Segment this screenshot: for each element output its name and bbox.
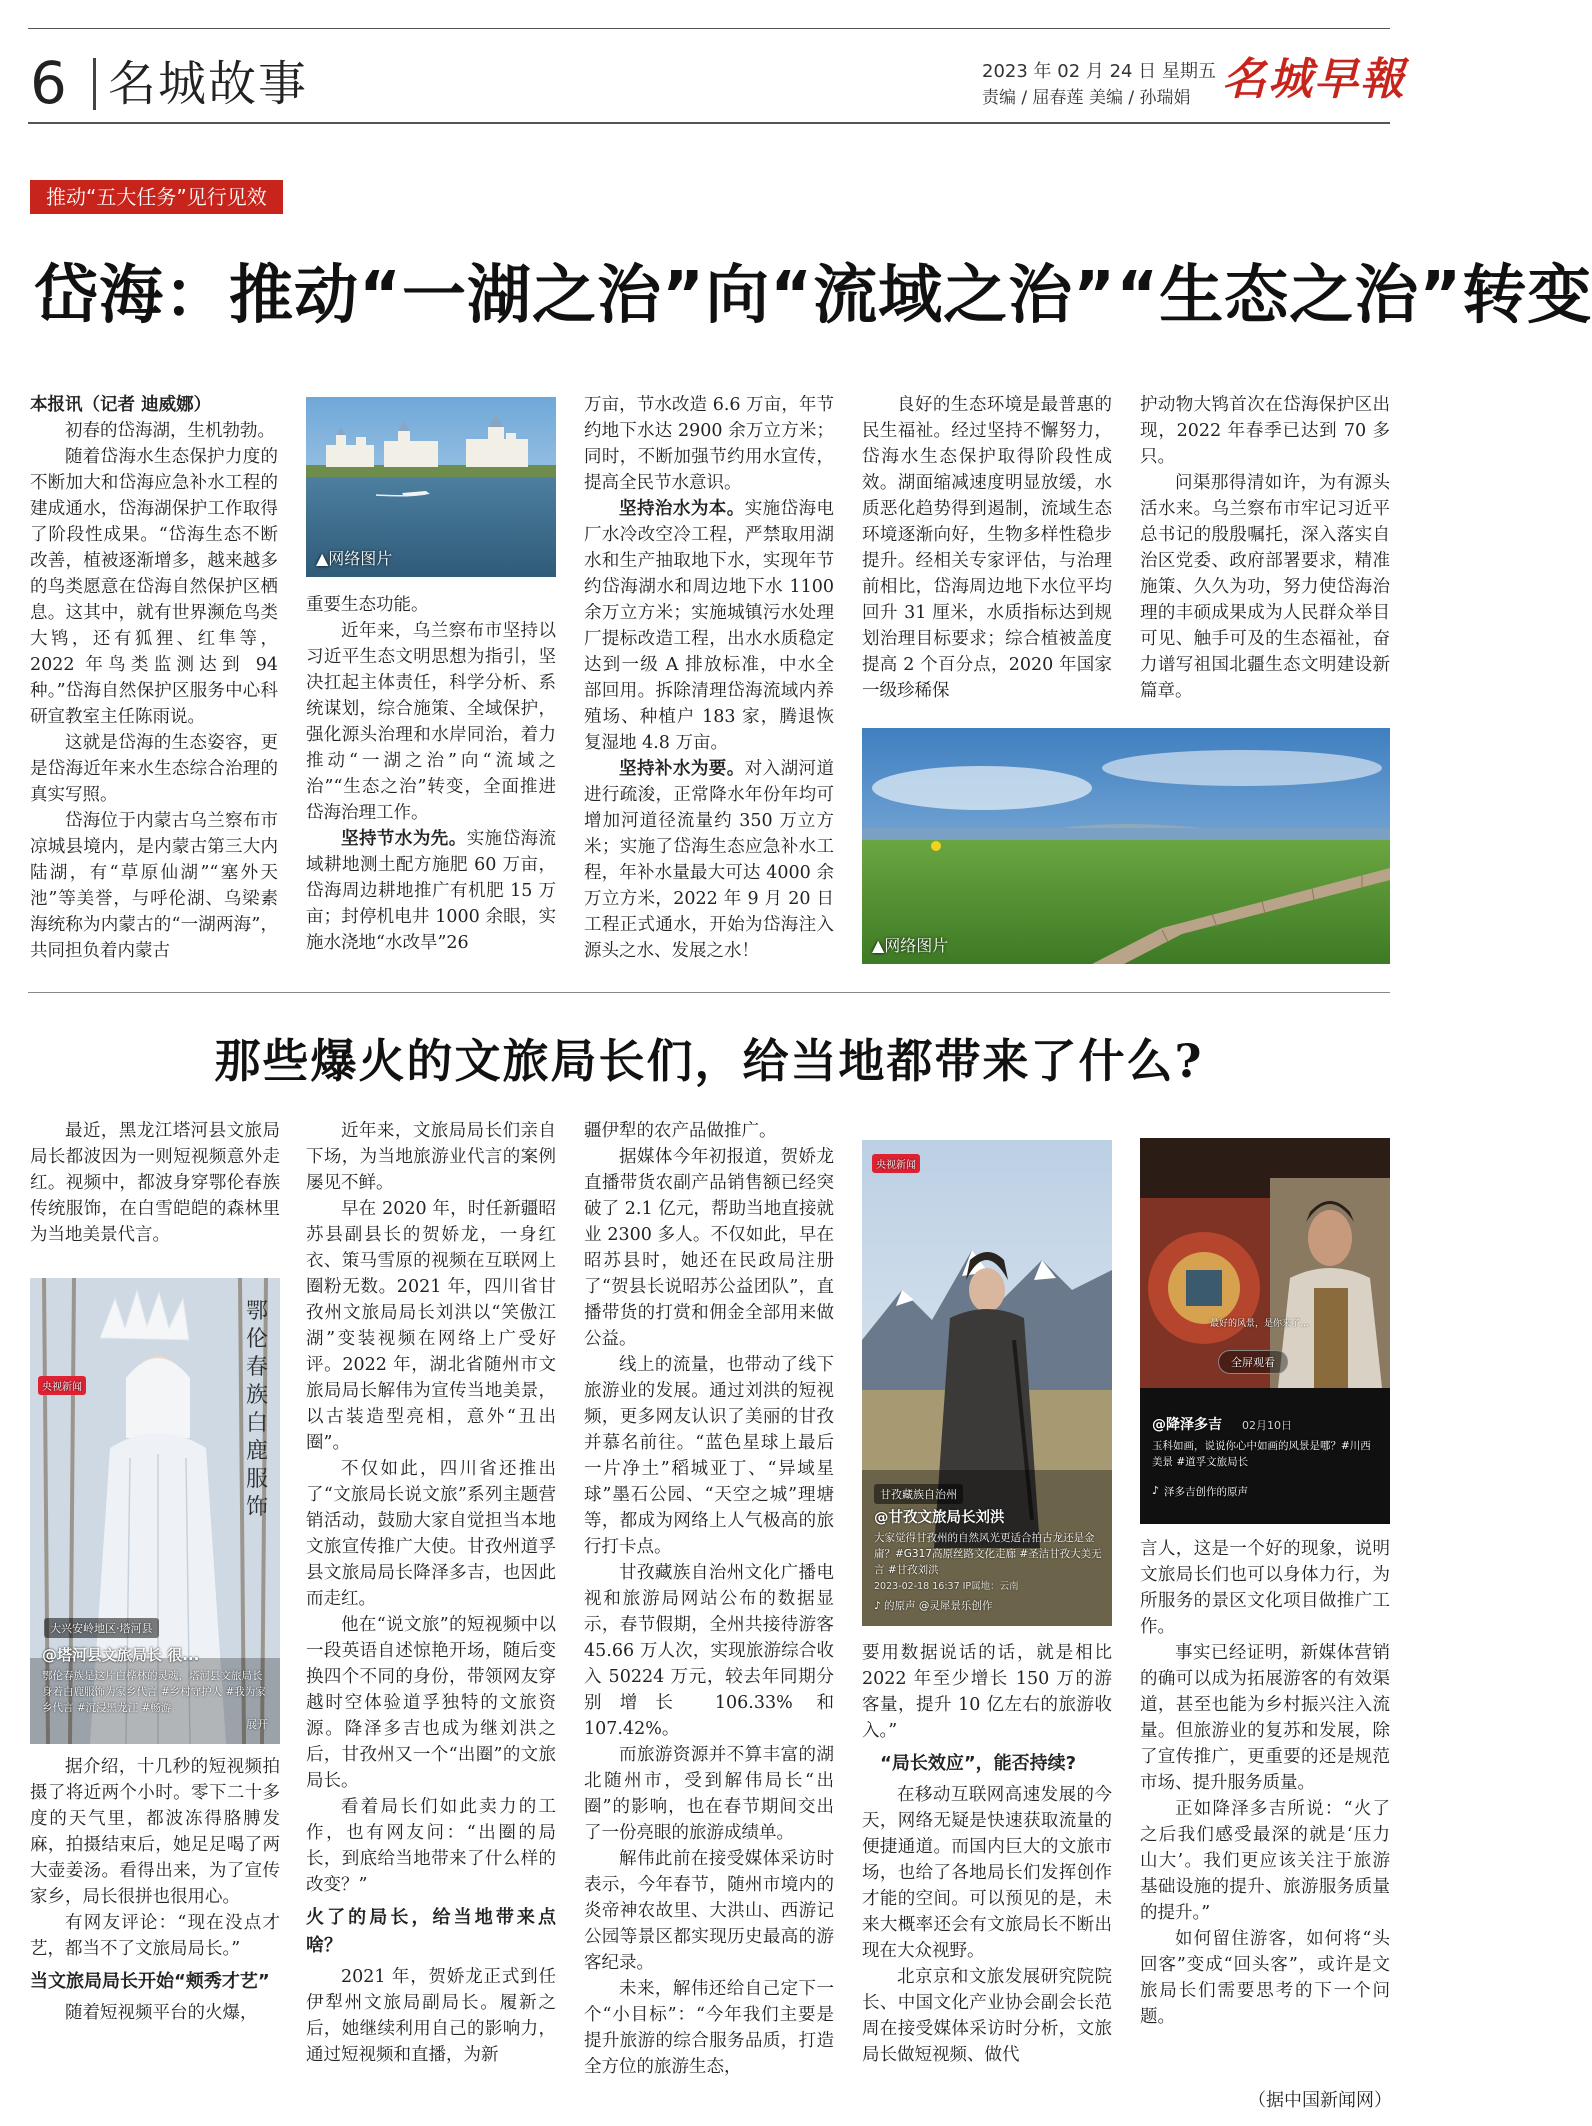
- article1-column-2: [306, 592, 556, 970]
- paragraph-text: 实施岱海电厂水冷改空冷工程，严禁取用湖水和生产抽取地下水，实现年节约岱海湖水和周边地下水 1100 余万立方米；实施城镇污水处理厂提标改造工程，出水水质稳定达到一级 A 排放标准，中水全部回用。拆除清理岱海流域内养殖场、种植户 183 家，腾退恢复湿地 4.8 万亩。: [584, 499, 835, 753]
- paragraph: 近年来，文旅局局长们亲自下场，为当地旅游业代言的案例屡见不鲜。: [306, 1121, 556, 1193]
- account-name: @塔河县文旅局长 很...: [42, 1646, 200, 1664]
- photo-caption: ▲网络图片: [872, 936, 949, 955]
- paragraph: 北京京和文旅发展研究院院长、中国文化产业协会副会长范周在接受媒体采访时分析，文旅局长做短视频、做代: [862, 1967, 1112, 2065]
- music-credit: 泽多吉创作的原声: [1164, 1486, 1248, 1498]
- article1-headline: 岱海：推动“一湖之治”向“流域之治”“生态之治”转变: [34, 259, 1592, 333]
- article2-headline: 那些爆火的文旅局长们，给当地都带来了什么?: [214, 1034, 1204, 1088]
- paragraph: 甘孜藏族自治州文化广播电视和旅游局网站公布的数据显示，春节假期，全州共接待游客 45.66 万人次，实现旅游综合收入 50224 万元，较去年同期分别增长 106.33% 和 107.42%。: [584, 1563, 834, 1739]
- paragraph: 言人，这是一个好的现象，说明文旅局长们也可以身体力行，为所服务的景区文化项目做推广工作。: [1140, 1539, 1390, 1637]
- paragraph-text: 对入湖河道进行疏浚，正常降水年份年均可增加河道径流量约 350 万立方米；实施了岱海生态应急补水工程，年补水量最大可达 4000 余万立方米，2022 年 9 月 20 日工程正式通水，开始为岱海注入源头之水、发展之水！: [584, 759, 835, 961]
- location-tag: 大兴安岭地区·塔河县: [44, 1618, 159, 1638]
- paragraph: 重要生态功能。: [306, 595, 429, 615]
- paragraph: 初春的岱海湖，生机勃勃。: [65, 421, 275, 441]
- account-name: @降泽多吉: [1152, 1417, 1222, 1433]
- photo-caption: ▲网络图片: [316, 549, 393, 568]
- masthead-rule: [28, 122, 1390, 124]
- paragraph: 如何留住游客，如何将“头回客”变成“回头客”，或许是文旅局长们需要思考的下一个问题。: [1140, 1929, 1390, 2027]
- post-date: 02月10日: [1242, 1419, 1292, 1432]
- paragraph: 万亩，节水改造 6.6 万亩，年节约地下水达 2900 余万立方米；同时，不断加强节约用水宣传，提高全民节水意识。: [584, 395, 834, 493]
- paragraph: 岱海位于内蒙古乌兰察布市凉城县境内，是内蒙古第三大内陆湖，有“草原仙湖”“塞外天池”等美誉，与呼伦湖、乌梁素海统称为内蒙古的“一湖两海”，共同担负着内蒙古: [30, 811, 278, 961]
- video-subtitle: 最好的风景，是你来了…: [1210, 1319, 1310, 1329]
- paragraph: 看着局长们如此卖力的工作，也有网友问：“出圈的局长，到底给当地带来了什么样的改变？”: [306, 1797, 556, 1895]
- paragraph: 近年来，乌兰察布市坚持以习近平生态文明思想为指引，坚决扛起主体责任，科学分析、系统谋划，综合施策、全域保护，强化源头治理和水岸同治，着力推动“一湖之治”向“流域之治”“生态之治”转变，全面推进岱海治理工作。: [306, 621, 556, 823]
- paragraph-text: 实施岱海流域耕地测土配方施肥 60 万亩，岱海周边耕地推广有机肥 15 万亩；封停机电井 1000 余眼，实施水浇地“水改旱”26: [306, 829, 557, 953]
- article1-column-4: [862, 392, 1112, 716]
- paragraph: 据介绍，十几秒的短视频拍摄了将近两个小时。零下二十多度的天气里，都波冻得胳膊发麻，拍摄结束后，她足足喝了两大壶姜汤。看得出来，为了宣传家乡，局长很拼也很用心。: [30, 1757, 280, 1907]
- paragraph: 不仅如此，四川省还推出了“文旅局长说文旅”系列主题营销活动，鼓励大家自觉担当本地文旅宣传推广大使。甘孜州道孚县文旅局局长降泽多吉，也因此而走红。: [306, 1459, 556, 1609]
- subheading: “局长效应”，能否持续?: [880, 1753, 1077, 1774]
- paragraph: 这就是岱海的生态姿容，更是岱海近年来水生态综合治理的真实写照。: [30, 733, 278, 805]
- video-description: 大家觉得甘孜州的自然风光更适合拍古龙还是金庸？#G317高原丝路文化走廊 #圣洁甘孜大美无言 #甘孜刘洪: [874, 1532, 1102, 1576]
- newspaper-logo: 名城早報: [1222, 54, 1406, 105]
- article1-column-1: [30, 392, 278, 970]
- video-description: 鄂伦春族是这片白桦林的灵魂，塔河县文旅局长身着白鹿服饰为家乡代言 #乡村守护人 #我为家乡代言 #沉浸黑龙江 #畅游: [42, 1670, 266, 1714]
- paragraph: 随着岱海水生态保护力度的不断加大和岱海应急补水工程的建成通水，岱海湖保护工作取得了阶段性成果。“岱海生态不断改善，植被逐渐增多，越来越多的鸟类愿意在岱海自然保护区栖息。这其中，就有世界濒危鸟类大鸨，还有狐狸、红隼等，2022 年鸟类监测达到 94 种。”岱海自然保护区服务中心科研宣教室主任陈雨说。: [30, 447, 278, 727]
- location-tag: 甘孜藏族自治州: [874, 1484, 963, 1504]
- paragraph: 要用数据说话的话，就是相比 2022 年至少增长 150 万的游客量，提升 10 亿左右的旅游收入。”: [862, 1643, 1112, 1741]
- article2-column-2: [306, 1118, 556, 2114]
- editors-credit: 责编 / 屈春莲 美编 / 孙瑞娟: [982, 88, 1191, 108]
- article2-column-4: [862, 1640, 1112, 2114]
- paragraph: 他在“说文旅”的短视频中以一段英语自述惊艳开场，随后变换四个不同的身份，带领网友穿越时空体验道孚独特的文旅资源。降泽多吉也成为继刘洪之后，甘孜州又一个“出圈”的文旅局长。: [306, 1615, 556, 1791]
- vertical-caption: 鄂伦春族白鹿服饰: [246, 1299, 269, 1520]
- subheading: 坚持补水为要。: [619, 759, 745, 779]
- paragraph: 最近，黑龙江塔河县文旅局局长都波因为一则短视频意外走红。视频中，都波身穿鄂伦春族传统服饰，在白雪皑皑的森林里为当地美景代言。: [30, 1121, 280, 1245]
- article1-column-3: [584, 392, 834, 970]
- paragraph: 未来，解伟还给自己定下一个“小目标”：“今年我们主要是提升旅游的综合服务品质，打造全方位的旅游生态，: [584, 1979, 834, 2077]
- page-number: 6: [30, 49, 67, 117]
- paragraph: [306, 826, 556, 956]
- paragraph: 在移动互联网高速发展的今天，网络无疑是快速获取流量的便捷通道。而国内巨大的文旅市场，也给了各地局长们发挥创作才能的空间。可以预见的是，未来大概率还会有文旅局长不断出现在大众视野。: [862, 1785, 1112, 1961]
- wetland-boardwalk-illustration: [862, 728, 1390, 964]
- article2-column-1-top: [30, 1118, 280, 1274]
- channel-badge: 央视新闻: [38, 1376, 86, 1395]
- paragraph: 早在 2020 年，时任新疆昭苏县副县长的贺娇龙，一身红衣、策马雪原的视频在互联网上圈粉无数。2021 年，四川省甘孜州文旅局局长刘洪以“笑傲江湖”变装视频在网络上广受好评。2022 年，湖北省随州市文旅局局长解伟为宣传当地美景，以古装造型亮相，意外“丑出圈”。: [306, 1199, 556, 1453]
- byline: 本报讯（记者 迪威娜）: [30, 395, 212, 415]
- video-screenshot-tahe: [30, 1278, 280, 1744]
- paragraph: 解伟此前在接受媒体采访时表示，今年春节，随州市境内的炎帝神农故里、大洪山、西游记公园等景区都实现历史最高的游客纪录。: [584, 1849, 834, 1973]
- paragraph: 正如降泽多吉所说：“火了之后我们感受最深的就是‘压力山大’。我们更应该关注于旅游基础设施的提升、旅游服务质量的提升。”: [1140, 1799, 1390, 1923]
- paragraph: 2021 年，贺娇龙正式到任伊犁州文旅局副局长。履新之后，她继续利用自己的影响力，通过短视频和直播，为新: [306, 1967, 556, 2065]
- paragraph: [584, 756, 834, 964]
- paragraph: 线上的流量，也带动了线下旅游业的发展。通过刘洪的短视频，更多网友认识了美丽的甘孜并慕名前往。“蓝色星球上最后一片净土”稻城亚丁、“异域星球”墨石公园、“天空之城”理塘等，都成为网络上人气极高的旅行打卡点。: [584, 1355, 834, 1557]
- music-credit: ♪ 的原声 @灵犀景乐创作: [874, 1600, 993, 1612]
- paragraph: 随着短视频平台的火爆，: [65, 2003, 258, 2023]
- video-screenshot-ganzi: [862, 1140, 1112, 1626]
- video-description: 玉科如画，说说你心中如画的风景是哪？#川西美景 #道孚文旅局长: [1152, 1440, 1371, 1468]
- music-note-icon: ♪: [1152, 1484, 1160, 1497]
- paragraph: 有网友评论：“现在没点才艺，都当不了文旅局局长。”: [30, 1913, 280, 1959]
- paragraph: 据媒体今年初报道，贺娇龙直播带货农副产品销售额已经突破了 2.1 亿元，帮助当地直接就业 2300 多人。不仅如此，早在昭苏县时，她还在民政局注册了“贺县长说昭苏公益团队”，直播带货的打赏和佣金全部用来做公益。: [584, 1147, 834, 1349]
- paragraph: 而旅游资源并不算丰富的湖北随州市，受到解伟局长“出圈”的影响，也在春节期间交出了一份亮眼的旅游成绩单。: [584, 1745, 834, 1843]
- account-name: @甘孜文旅局长刘洪: [874, 1510, 1005, 1526]
- lake-castle-photo: [306, 397, 556, 577]
- subheading: 坚持节水为先。: [341, 829, 467, 849]
- subheading: 当文旅局局长开始“颊秀才艺”: [30, 1971, 270, 1992]
- expand-link[interactable]: 展开: [246, 1718, 268, 1731]
- section-title: 名城故事: [108, 56, 309, 112]
- article2-column-1-bottom: [30, 1754, 280, 2114]
- subheading: 火了的局长，给当地带来点啥？: [306, 1907, 556, 1956]
- top-rule: [28, 28, 1390, 29]
- article2-column-3: [584, 1118, 834, 2114]
- paragraph: 事实已经证明，新媒体营销的确可以成为拓展游客的有效渠道，甚至也能为乡村振兴注入流量。但旅游业的复苏和发展，除了宣传推广，更重要的还是规范市场、提升服务质量。: [1140, 1643, 1390, 1793]
- paragraph: 良好的生态环境是最普惠的民生福祉。经过坚持不懈努力，岱海水生态保护取得阶段性成效。湖面缩减速度明显放缓，水质恶化趋势得到遏制，流域生态环境逐渐向好，生物多样性稳步提升。经相关专家评估，与治理前相比，岱海周边地下水位平均回升 31 厘米，水质指标达到规划治理目标要求；综合植被盖度提高 2 个百分点，2020 年国家一级珍稀保: [862, 395, 1112, 701]
- subheading: 坚持治水为本。: [619, 499, 745, 519]
- page-number-separator: [93, 58, 96, 110]
- topic-tag: 推动“五大任务”见行见效: [30, 180, 283, 214]
- paragraph: 护动物大鸨首次在岱海保护区出现，2022 年春季已达到 70 多只。: [1140, 395, 1390, 467]
- fullscreen-button[interactable]: 全屏观看: [1218, 1350, 1288, 1374]
- channel-badge: 央视新闻: [872, 1154, 920, 1173]
- paragraph: 疆伊犁的农产品做推广。: [584, 1121, 777, 1141]
- paragraph: [584, 496, 834, 756]
- wetland-boardwalk-photo: [862, 728, 1390, 964]
- video-screenshot-daofu: [1140, 1138, 1390, 1524]
- article1-column-5: [1140, 392, 1390, 716]
- source-credit: （据中国新闻网）: [1248, 2090, 1392, 2111]
- article-divider: [28, 992, 1390, 993]
- issue-date: 2023 年 02 月 24 日 星期五: [982, 61, 1216, 82]
- article2-column-5: [1140, 1536, 1390, 2082]
- paragraph: 问渠那得清如许，为有源头活水来。乌兰察布市牢记习近平总书记的殷殷嘱托，深入落实自治区党委、政府部署要求，精准施策、久久为功，努力使岱海治理的丰硕成果成为人民群众举目可见、触手可及的生态福祉，奋力谱写祖国北疆生态文明建设新篇章。: [1140, 473, 1390, 701]
- post-time: 2023-02-18 16:37 IP属地：云南: [874, 1581, 1019, 1592]
